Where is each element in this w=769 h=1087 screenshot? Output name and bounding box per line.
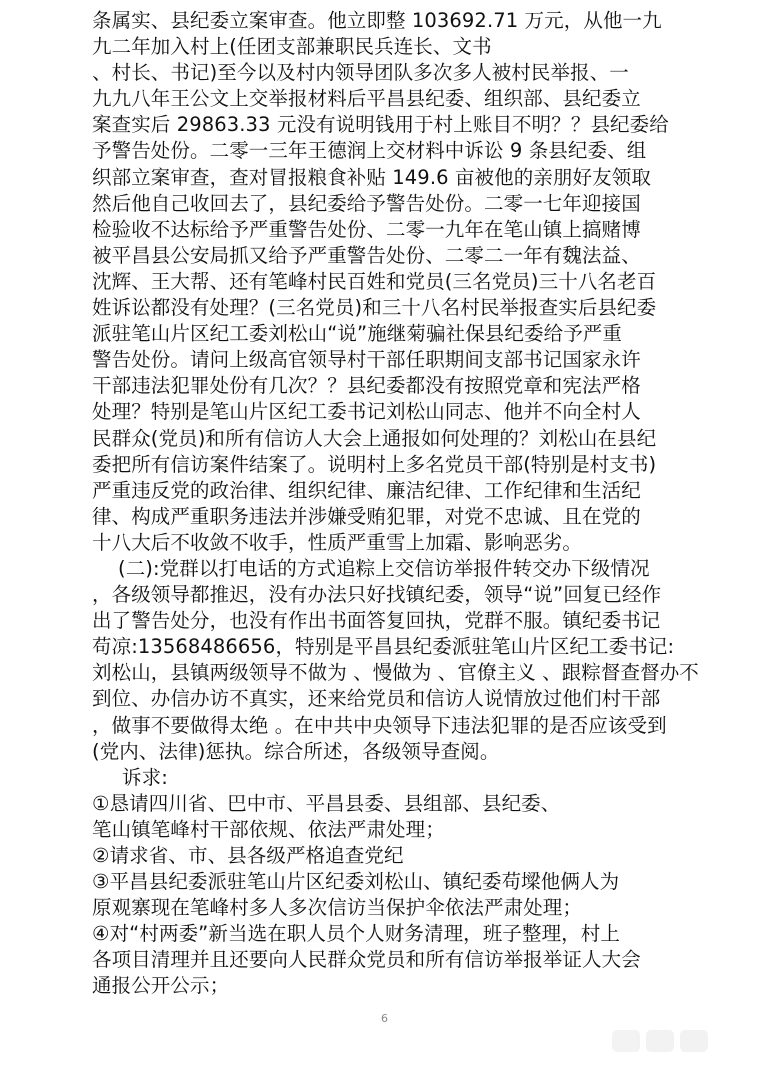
text-line: ，做事不要做得太绝 。在中共中央领导下违法犯罪的是否应该受到	[92, 713, 667, 737]
demand-item-1: ①恳请四川省、巴中市、平昌县委、县组部、县纪委、	[92, 791, 561, 815]
text-line: 派驻笔山片区纪工委刘松山“说”施继菊骗社保县纪委给予严重	[92, 322, 623, 346]
text-line: 律、构成严重职务违法并涉嫌受贿犯罪，对党不忠诚、且在党的	[92, 504, 641, 528]
text-line: 民群众(党员)和所有信访人大会上通报如何处理的？刘松山在县纪	[92, 426, 657, 450]
text-line: 沈辉、王大帮、还有笔峰村民百姓和党员(三名党员)三十八名老百	[92, 269, 657, 293]
text-line: 委把所有信访案件结案了。说明村上多名党员干部(特别是村支书)	[92, 452, 657, 476]
text-line: 条属实、县纪委立案审查。他立即整 103692.71 万元，从他一九	[92, 9, 662, 32]
text-line: 予警告处份。二零一三年王德润上交材料中诉讼 9 条县纪委、组	[92, 139, 647, 163]
text-line: 十八大后不收敛不收手，性质严重雪上加霜、影响恶劣。	[92, 530, 583, 554]
section-two-heading-line: (二):党群以打电话的方式追粽上交信访举报件转交办下级情况	[118, 556, 650, 580]
demand-item-1-cont: 笔山镇笔峰村干部依规、依法严肃处理；	[92, 817, 445, 841]
document-body	[92, 8, 699, 1000]
text-line: ，各级领导都推迟，没有办法只好找镇纪委，领导“说”回复已经作	[92, 583, 662, 607]
text-line: (党内、法律)惩执。综合所述，各级领导查阅。	[92, 739, 500, 763]
demand-item-4: ④对“村两委”新当选在职人员个人财务清理，班子整理，村上	[92, 922, 620, 946]
text-line: 警告处份。请问上级高官领导村干部任职期间支部书记国家永许	[92, 348, 641, 372]
text-line: 、村长、书记)至今以及村内领导团队多次多人被村民举报、一	[92, 61, 629, 85]
demand-item-4-cont: 各项目清理并且还要向人民群众党员和所有信访举报举证人大会	[92, 948, 641, 972]
demands-heading: 诉求:	[122, 765, 168, 789]
watermark-glyph	[680, 1030, 708, 1052]
text-line: 九九八年王公文上交举报材料后平昌县纪委、组织部、县纪委立	[92, 87, 641, 111]
text-line: 被平昌县公安局抓又给予严重警告处份、二零二一年有魏法益、	[92, 243, 641, 267]
text-line: 织部立案审查，查对冒报粮食补贴 149.6 亩被他的亲朋好友领取	[92, 165, 651, 189]
watermark-glyph	[646, 1030, 674, 1052]
text-line: 到位、办信办访不真实，还来给党员和信访人说情放过他们村干部	[92, 687, 661, 711]
text-line: 刘松山，县镇两级领导不做为 、慢做为 、官僚主义 、跟粽督查督办不	[92, 661, 699, 685]
page-number: 6	[381, 1012, 388, 1025]
demand-item-3: ③平昌县纪委派驻笔山片区纪委刘松山、镇纪委苟墚他俩人为	[92, 870, 620, 894]
watermark-logo	[612, 1030, 732, 1070]
text-line: 然后他自己收回去了，县纪委给予警告处份。二零一七年迎接国	[92, 191, 641, 215]
watermark-glyph	[612, 1030, 640, 1052]
demand-item-3-cont: 原观寨现在笔峰村多人多次信访当保护伞依法严肃处理；	[92, 896, 583, 920]
text-line: 出了警告处分，也没有作出书面答复回执，党群不服。镇纪委书记	[92, 609, 661, 633]
text-line: 干部违法犯罪处份有几次？？县纪委都没有按照党章和宪法严格	[92, 374, 641, 398]
text-line: 严重违反党的政治律、组织纪律、廉洁纪律、工作纪律和生活纪	[92, 478, 641, 502]
text-line: 苟凉:13568486656，特别是平昌县纪委派驻笔山片区纪工委书记:	[92, 635, 675, 659]
text-line: 案查实后 29863.33 元没有说明钱用于村上账目不明？？县纪委给	[92, 113, 669, 137]
text-line: 姓诉讼都没有处理？(三名党员)和三十八名村民举报查实后县纪委	[92, 296, 657, 320]
demand-item-4-cont: 通报公开公示；	[92, 974, 230, 998]
text-line: 检验收不达标给予严重警告处份、二零一九年在笔山镇上搞赌博	[92, 217, 641, 241]
text-line: 九二年加入村上(任团支部兼职民兵连长、文书	[92, 35, 492, 59]
demand-item-2: ②请求省、市、县各级严格追查党纪	[92, 844, 404, 867]
text-line: 处理？特别是笔山片区纪工委书记刘松山同志、他并不向全村人	[92, 400, 641, 424]
